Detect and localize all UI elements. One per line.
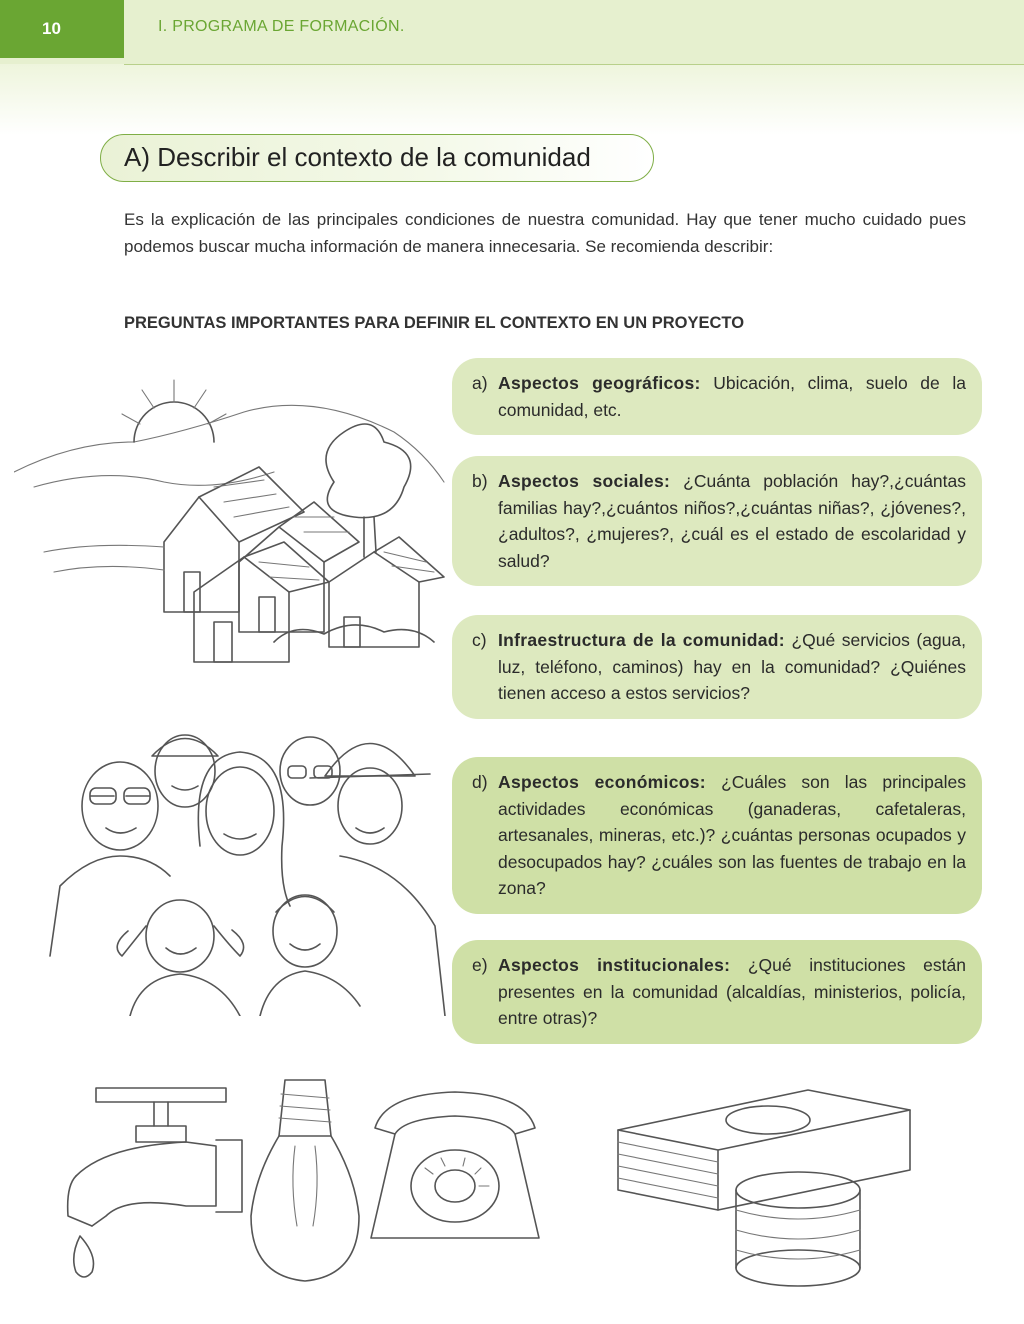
question-box-d: [452, 757, 982, 914]
family-sketch: [40, 716, 450, 1016]
question-box-b: [452, 456, 982, 586]
question-text: ¿Qué instituciones están presentes en la comunidad (alcaldías, ministerios, policía, entre otras)?: [498, 955, 966, 1028]
question-letter: a): [472, 373, 488, 393]
page-number: 10: [0, 0, 124, 58]
question-letter: b): [472, 471, 488, 491]
header-band: [0, 0, 1024, 135]
question-label: Aspectos institucionales:: [498, 955, 731, 975]
lightbulb-sketch: [245, 1076, 365, 1291]
village-sketch: [14, 372, 454, 672]
question-letter: e): [472, 955, 488, 975]
question-text: Ubicación, clima, suelo de la comunidad, etc.: [498, 373, 966, 420]
question-label: Aspectos sociales:: [498, 471, 671, 491]
question-text: ¿Qué servicios (agua, luz, teléfono, caminos) hay en la comunidad? ¿Quiénes tienen acceso a estos servicios?: [498, 630, 967, 703]
faucet-sketch: [66, 1076, 246, 1291]
question-label: Aspectos económicos:: [498, 772, 706, 792]
section-header: I. PROGRAMA DE FORMACIÓN.: [158, 18, 405, 35]
question-letter: d): [472, 772, 488, 792]
question-label: Infraestructura de la comunidad:: [498, 630, 785, 650]
question-label: Aspectos geográficos:: [498, 373, 701, 393]
intro-paragraph: Es la explicación de las principales condiciones de nuestra comunidad. Hay que tener mucho cuidado pues podemos buscar mucha información de manera innecesaria. Se recomienda describir:: [124, 210, 966, 256]
page-title: A) Describir el contexto de la comunidad: [124, 142, 591, 172]
question-letter: c): [472, 630, 487, 650]
question-text: ¿Cuánta población hay?,¿cuántas familias hay?,¿cuántos niños?,¿cuántas niñas?, ¿jóvenes?, ¿adultos?, ¿mujeres?, ¿cuál es el estado de escolaridad y salud?: [498, 471, 966, 571]
question-box-a: [452, 358, 982, 435]
question-text: ¿Cuáles son las principales actividades económicas (ganaderas, cafetaleras, artesanales, mineras, etc.)? ¿cuántas personas ocupados y desocupados hay? ¿cuáles son las fuentes de trabajo en la zona?: [498, 772, 966, 898]
header-rule: [124, 64, 1024, 65]
telephone-sketch: [365, 1088, 545, 1248]
subheading: PREGUNTAS IMPORTANTES PARA DEFINIR EL CONTEXTO EN UN PROYECTO: [124, 314, 745, 332]
question-box-e: [452, 940, 982, 1044]
money-sketch: [598, 1080, 918, 1290]
question-box-c: [452, 615, 982, 719]
